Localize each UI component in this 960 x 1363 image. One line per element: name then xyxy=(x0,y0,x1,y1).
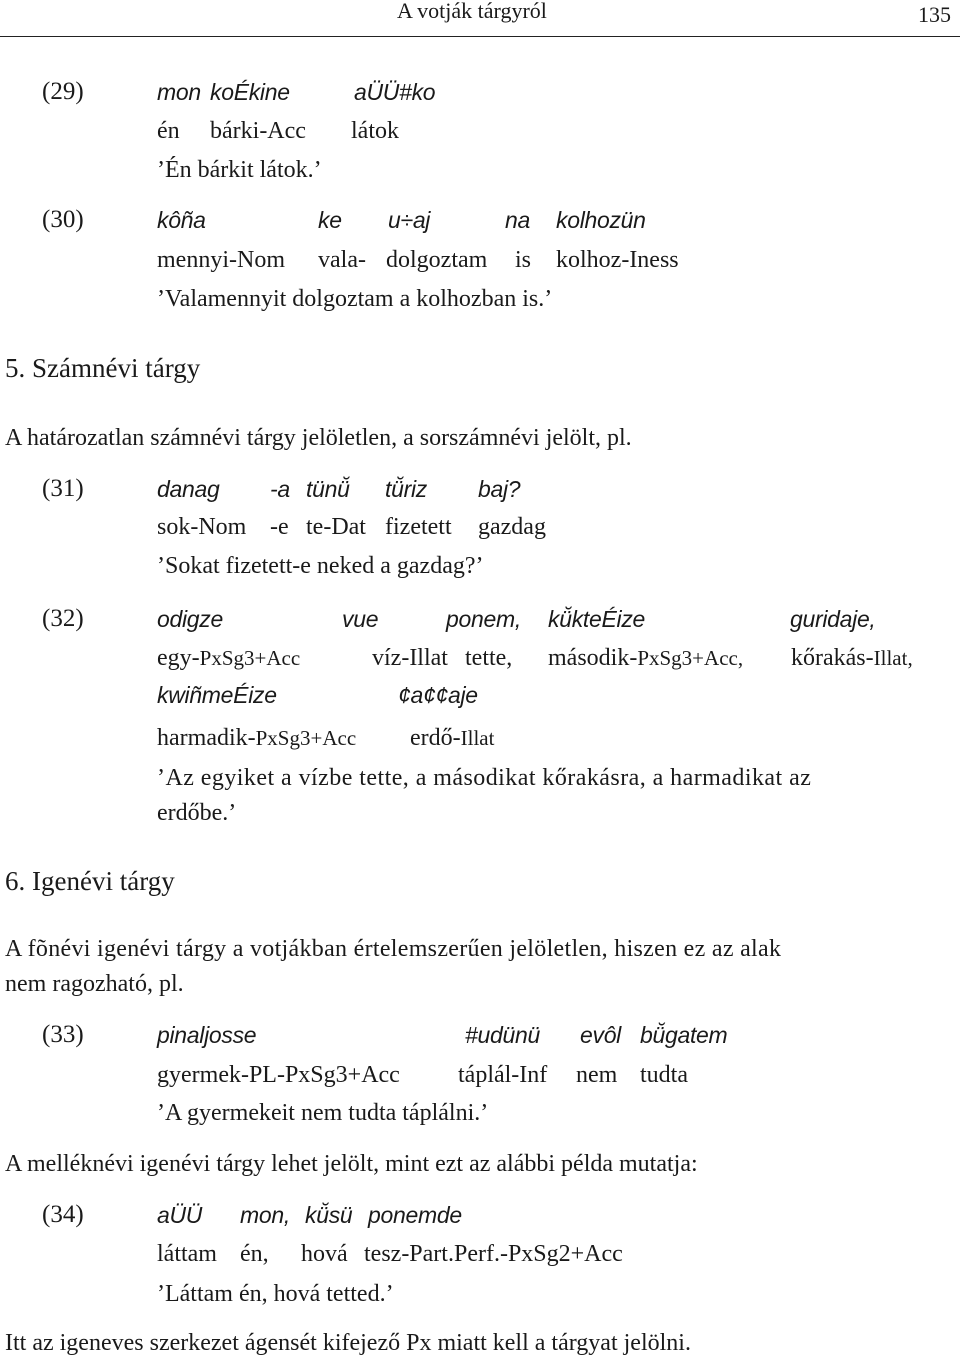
gloss-word: láttam xyxy=(157,1241,217,1267)
paragraph: nem ragozható, pl. xyxy=(5,971,184,997)
object-word: pinaljosse xyxy=(157,1022,257,1048)
object-word: vue xyxy=(342,606,379,632)
paragraph: Itt az igeneves szerkezet ágensét kifejező Px miatt kell a tárgyat jelölni. xyxy=(5,1330,691,1356)
object-word: odigze xyxy=(157,606,223,632)
gloss-word: -e xyxy=(270,514,289,540)
page-number: 135 xyxy=(918,2,951,27)
object-word: baj? xyxy=(478,476,521,502)
object-word: danag xyxy=(157,476,220,502)
object-word: tünü̆ xyxy=(306,476,350,502)
object-word: evôl xyxy=(580,1022,621,1048)
object-word: kü̆kteÉize xyxy=(548,606,646,632)
example-number: (29) xyxy=(42,78,84,105)
object-word: ponem, xyxy=(446,606,521,632)
section-heading: 5. Számnévi tárgy xyxy=(5,353,201,383)
object-word: kü̆sü xyxy=(305,1202,353,1228)
object-word: -a xyxy=(270,476,290,502)
gloss-word: látok xyxy=(351,118,399,144)
object-word: ke xyxy=(318,207,342,233)
gloss-word: sok-Nom xyxy=(157,514,247,540)
object-word: aÜÜ xyxy=(157,1202,203,1228)
object-word: kwiñmeÉize xyxy=(157,682,277,708)
gloss-word: én, xyxy=(240,1241,269,1267)
gloss-word: dolgoztam xyxy=(386,247,488,273)
gloss-word: mennyi-Nom xyxy=(157,247,285,273)
gloss-word: bárki-Acc xyxy=(210,118,306,144)
translation: ’Az egyiket a vízbe tette, a másodikat kőrakásra, a harmadikat az xyxy=(157,765,812,791)
object-word: ¢a¢¢aje xyxy=(398,682,478,708)
translation: erdőbe.’ xyxy=(157,800,237,826)
gloss-word: erdő-Illat xyxy=(410,725,495,751)
gloss-word: táplál-Inf xyxy=(458,1062,548,1088)
translation: ’Én bárkit látok.’ xyxy=(157,157,322,183)
gloss-word: víz-Illat xyxy=(372,645,448,671)
gloss-word: második-PxSg3+Acc, xyxy=(548,645,744,671)
translation: ’Sokat fizetett-e neked a gazdag?’ xyxy=(157,553,484,579)
object-word: mon, xyxy=(240,1202,290,1228)
translation: ’Láttam én, hová tetted.’ xyxy=(157,1281,394,1307)
object-word: kôña xyxy=(157,207,206,233)
paragraph: A fõnévi igenévi tárgy a votjákban értelemszerűen jelöletlen, hiszen ez az alak xyxy=(5,936,782,962)
object-word: mon xyxy=(157,79,201,105)
example-number: (32) xyxy=(42,605,84,632)
object-word: kolhozün xyxy=(556,207,646,233)
gloss-word: egy-PxSg3+Acc xyxy=(157,645,301,671)
gloss-word: nem xyxy=(576,1062,618,1088)
gloss-word: vala- xyxy=(318,247,366,273)
paragraph: A melléknévi igenévi tárgy lehet jelölt, mint ezt az alábbi példa mutatja: xyxy=(5,1151,698,1177)
object-word: ponemde xyxy=(368,1202,462,1228)
gloss-word: fizetett xyxy=(385,514,452,540)
object-word: u÷aj xyxy=(388,207,431,233)
object-word: na xyxy=(505,207,530,233)
gloss-word: tesz-Part.Perf.-PxSg2+Acc xyxy=(364,1241,623,1267)
object-word: tü̆riz xyxy=(385,476,427,502)
gloss-word: te-Dat xyxy=(306,514,366,540)
gloss-word: tette, xyxy=(465,645,513,671)
gloss-word: gazdag xyxy=(478,514,546,540)
gloss-word: kolhoz-Iness xyxy=(556,247,679,273)
paragraph: A határozatlan számnévi tárgy jelöletlen, a sorszámnévi jelölt, pl. xyxy=(5,425,632,451)
gloss-word: harmadik-PxSg3+Acc xyxy=(157,725,357,751)
example-number: (34) xyxy=(42,1201,84,1228)
running-title: A votják tárgyról xyxy=(397,0,547,23)
gloss-word: hová xyxy=(301,1241,348,1267)
example-number: (33) xyxy=(42,1021,84,1048)
section-heading: 6. Igenévi tárgy xyxy=(5,866,175,896)
gloss-word: tudta xyxy=(640,1062,688,1088)
running-header xyxy=(0,0,960,37)
object-word: aÜÜ#ko xyxy=(354,79,436,105)
gloss-word: én xyxy=(157,118,180,144)
example-number: (30) xyxy=(42,206,84,233)
gloss-word: gyermek-PL-PxSg3+Acc xyxy=(157,1062,400,1088)
gloss-word: kőrakás-Illat, xyxy=(791,645,913,671)
translation: ’A gyermekeit nem tudta táplálni.’ xyxy=(157,1100,489,1126)
object-word: bü̆gatem xyxy=(640,1022,728,1048)
object-word: guridaje, xyxy=(790,606,876,632)
example-number: (31) xyxy=(42,475,84,502)
object-word: koÉkine xyxy=(210,79,290,105)
object-word: #udünü xyxy=(465,1022,540,1048)
translation: ’Valamennyit dolgoztam a kolhozban is.’ xyxy=(157,286,553,312)
gloss-word: is xyxy=(515,247,532,273)
